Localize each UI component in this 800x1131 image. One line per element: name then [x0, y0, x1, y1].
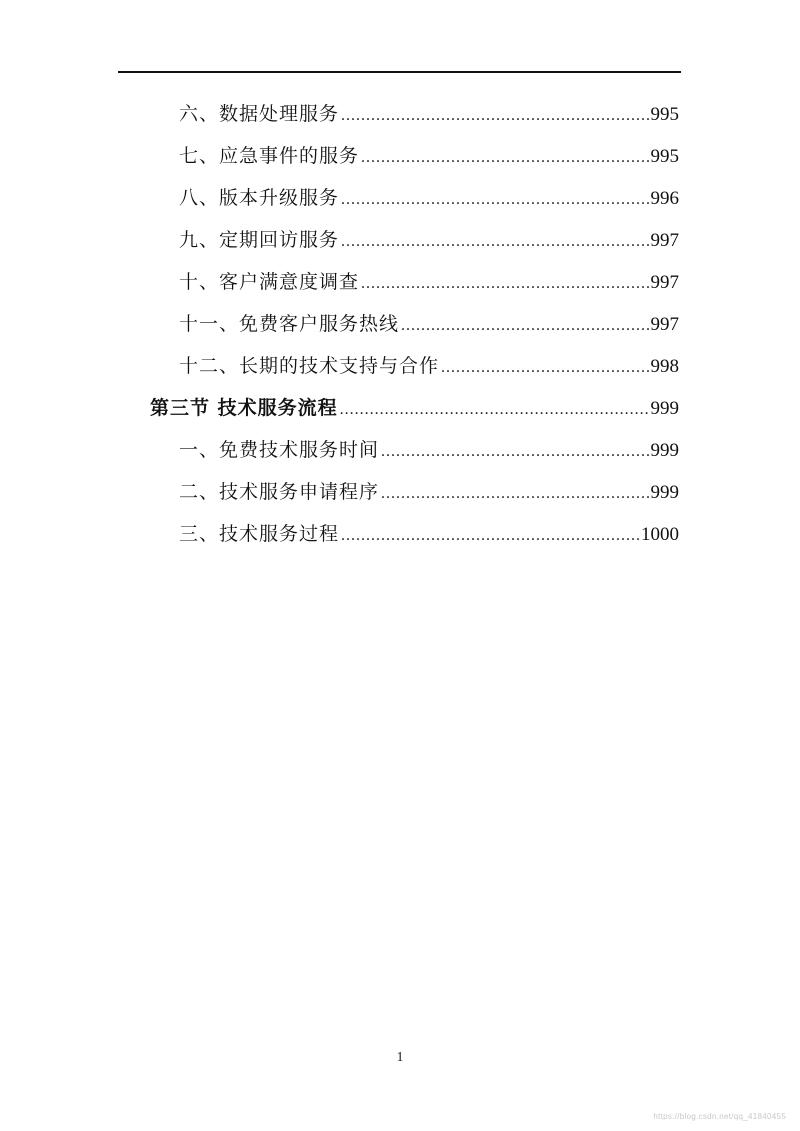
toc-dot-leader: [381, 478, 648, 510]
toc-entry-title: 九、定期回访服务: [179, 229, 340, 251]
toc-entry[interactable]: [179, 182, 679, 214]
toc-entry-title: 六、数据处理服务: [179, 103, 340, 125]
toc-entry-page: 995: [650, 104, 679, 125]
toc-entry[interactable]: [179, 266, 679, 298]
toc-dot-leader: [341, 184, 648, 216]
toc-dot-leader: [341, 520, 639, 552]
toc-entry-title: 八、版本升级服务: [179, 187, 340, 209]
toc-entry-title: 七、应急事件的服务: [179, 145, 360, 167]
toc-entry[interactable]: [179, 140, 679, 172]
toc-dot-leader: [341, 226, 648, 258]
toc-dot-leader: [361, 142, 648, 174]
toc-entry[interactable]: [179, 350, 679, 382]
toc-dot-leader: [340, 394, 649, 426]
toc-entry[interactable]: [179, 434, 679, 466]
toc-entry-title: 十一、免费客户服务热线: [179, 313, 400, 335]
page-number: 1: [396, 1050, 404, 1065]
toc-entry-title: 十二、长期的技术支持与合作: [179, 355, 440, 377]
toc-entry-page: 998: [650, 356, 679, 377]
toc-entry-page: 999: [650, 398, 679, 419]
toc-entry-page: 996: [650, 188, 679, 209]
toc-entry[interactable]: [179, 224, 679, 256]
watermark: https://blog.csdn.net/qq_41840455: [653, 1112, 786, 1121]
toc-entry[interactable]: [179, 98, 679, 130]
header-rule: [118, 71, 681, 73]
toc-entry-page: 1000: [641, 524, 679, 545]
toc-entry-title: 十、客户满意度调查: [179, 271, 360, 293]
toc-dot-leader: [401, 310, 648, 342]
toc-entry-title: 三、技术服务过程: [179, 523, 340, 545]
toc-entry-page: 995: [650, 146, 679, 167]
toc-entry-title: 一、免费技术服务时间: [179, 439, 380, 461]
toc-entry-title: 二、技术服务申请程序: [179, 481, 380, 503]
toc-entry-page: 999: [650, 440, 679, 461]
toc-dot-leader: [441, 352, 648, 384]
toc-section-heading[interactable]: [150, 392, 679, 424]
toc-entry-page: 997: [650, 272, 679, 293]
toc-dot-leader: [341, 100, 648, 132]
toc-entry-page: 999: [650, 482, 679, 503]
toc-entry-page: 997: [650, 314, 679, 335]
toc-entry-page: 997: [650, 230, 679, 251]
toc-entry[interactable]: [179, 476, 679, 508]
toc-dot-leader: [361, 268, 648, 300]
toc-entry[interactable]: [179, 308, 679, 340]
toc-dot-leader: [381, 436, 648, 468]
toc-entry-title: 第三节 技术服务流程: [150, 397, 338, 419]
toc-entry[interactable]: [179, 518, 679, 550]
